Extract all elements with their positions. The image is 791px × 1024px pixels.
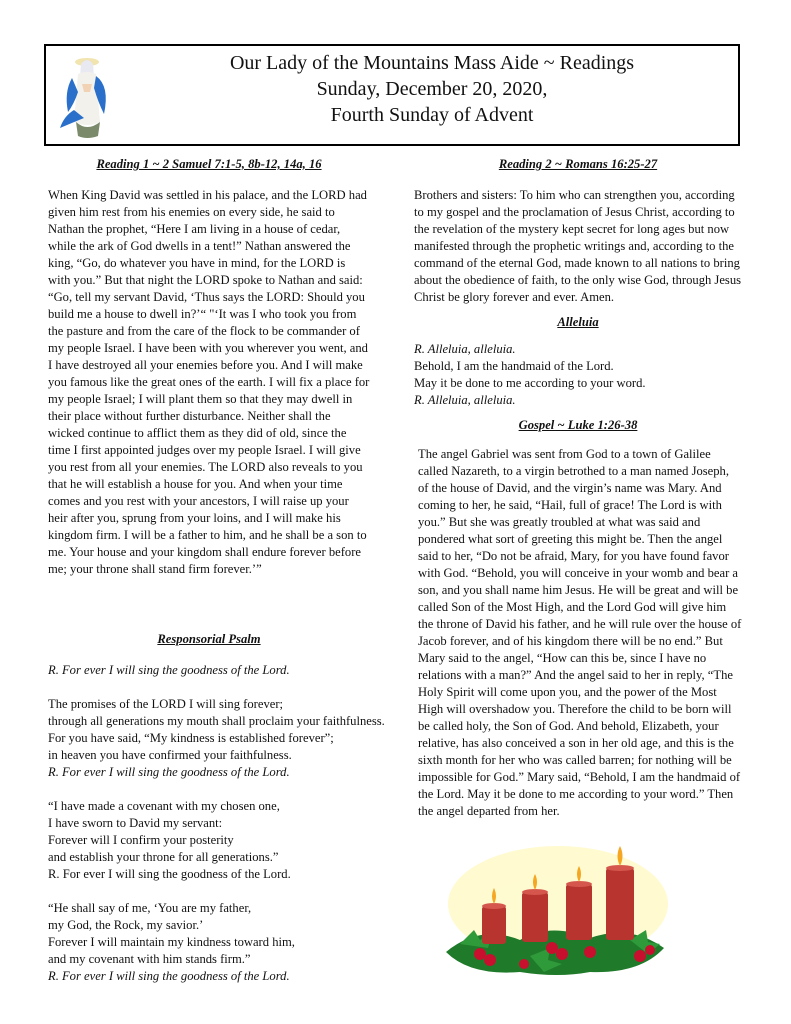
reading1-heading: Reading 1 ~ 2 Samuel 7:1-5, 8b-12, 14a, 16	[96, 157, 322, 171]
psalm-refrain: R. For ever I will sing the goodness of the Lord.	[48, 969, 290, 983]
left-column	[48, 156, 385, 985]
alleluia-heading: Alleluia	[557, 315, 599, 329]
alleluia-line: Behold, I am the handmaid of the Lord.	[414, 359, 614, 373]
alleluia-line: May it be done to me according to your word.	[414, 376, 646, 390]
psalm-line: “I have made a covenant with my chosen one,	[48, 799, 280, 813]
psalm-line: Forever I will maintain my kindness toward him,	[48, 935, 295, 949]
psalm-line: The promises of the LORD I will sing forever;	[48, 697, 284, 711]
alleluia-response: R. Alleluia, alleluia.	[414, 342, 516, 356]
header-occasion: Fourth Sunday of Advent	[330, 104, 534, 126]
psalm-line: Forever will I confirm your posterity	[48, 833, 234, 847]
alleluia-response: R. Alleluia, alleluia.	[414, 393, 516, 407]
madonna-icon	[54, 52, 116, 140]
psalm-line: I have sworn to David my servant:	[48, 816, 223, 830]
psalm-line: through all generations my mouth shall proclaim your faithfulness.	[48, 714, 385, 728]
psalm-line: and my covenant with him stands firm.”	[48, 952, 251, 966]
header-title: Our Lady of the Mountains Mass Aide ~ Readings	[229, 52, 635, 74]
psalm-stanza-2	[48, 798, 370, 883]
psalm-line: and establish your throne for all generations.”	[48, 850, 279, 864]
psalm-stanza-3	[48, 900, 370, 985]
header-date: Sunday, December 20, 2020,	[316, 78, 548, 100]
page-header	[44, 44, 740, 146]
psalm-response: R. For ever I will sing the goodness of the Lord.	[48, 663, 290, 677]
psalm-refrain: R. For ever I will sing the goodness of the Lord.	[48, 867, 291, 881]
reading2-heading: Reading 2 ~ Romans 16:25-27	[498, 157, 658, 171]
reading2-text: Brothers and sisters: To him who can strengthen you, according to my gospel and the proclamation of Jesus Christ, according to the revelation of the mystery kept secret for long ages but now manifested through the prophetic writings and, according to the command of the eternal God, made known to all nations to bring about the obedience of faith, to the only wise God, through Jesus Christ be glory forever and ever. Amen.	[414, 188, 742, 304]
gospel-text: The angel Gabriel was sent from God to a town of Galilee called Nazareth, to a virgin betrothed to a man named Joseph, of the house of David, and the virgin’s name was Mary. And coming to her, he said, “Hail, full of grace! The Lord is with you.” But she was greatly troubled at what was said and pondered what sort of greeting this might be. Then the angel said to her, “Do not be afraid, Mary, for you have found favor with God. “Behold, you will conceive in your womb and bear a son, and you shall name him Jesus. He will be great and will be called Son of the Most High, and the Lord God will give him the throne of David his father, and he will rule over the house of Jacob forever, and of his kingdom there will be no end.” But Mary said to the angel, “How can this be, since I have no relations with a man?” And the angel said to her in reply, “The Holy Spirit will come upon you, and the power of the Most High will overshadow you. Therefore the child to be born will be called holy, the Son of God. And behold, Elizabeth, your relative, has also conceived a son in her old age, and this is the sixth month for her who was called barren; for nothing will be impossible for God.” Mary said, “Behold, I am the handmaid of the Lord. May it be done to me according to your word.” Then the angel departed from her.	[418, 447, 742, 818]
psalm-heading: Responsorial Psalm	[157, 632, 261, 646]
psalm-stanza-1	[48, 696, 385, 781]
reading1-text: When King David was settled in his palace, and the LORD had given him rest from his enemies on every side, he said to Nathan the prophet, “Here I am living in a house of cedar, while the ark of God dwells in a tent!” Nathan answered the king, “Go, do whatever you have in mind, for the LORD is with you.” But that night the LORD spoke to Nathan and said: “Go, tell my servant David, ‘Thus says the LORD: Should you build me a house to dwell in?’“ "‘It was I who took you from the pasture and from the care of the flock to be commander of my people Israel. I have been with you wherever you went, and I have destroyed all your enemies before you. And I will make you famous like the great ones of the earth. I will fix a place for my people Israel; I will plant them so that they may dwell in their place without further disturbance. Neither shall the wicked continue to afflict them as they did of old, since the time I first appointed judges over my people Israel. I will give you rest from all your enemies. The LORD also reveals to you that he will establish a house for you. And when your time comes and you rest with your ancestors, I will raise up your heir after you, sprung from your loins, and I will make his kingdom firm. I will be a father to him, and he shall be a son to me. Your house and your kingdom shall endure forever before me; your throne shall stand firm forever.’”	[48, 188, 370, 576]
psalm-line: “He shall say of me, ‘You are my father,	[48, 901, 252, 915]
psalm-line: my God, the Rock, my savior.’	[48, 918, 204, 932]
advent-wreath-icon	[440, 844, 670, 979]
gospel-heading: Gospel ~ Luke 1:26-38	[518, 418, 638, 432]
psalm-line: For you have said, “My kindness is established forever”;	[48, 731, 334, 745]
psalm-line: in heaven you have confirmed your faithfulness.	[48, 748, 292, 762]
alleluia-verse	[414, 341, 742, 409]
right-column	[414, 156, 742, 820]
psalm-refrain: R. For ever I will sing the goodness of the Lord.	[48, 765, 290, 779]
